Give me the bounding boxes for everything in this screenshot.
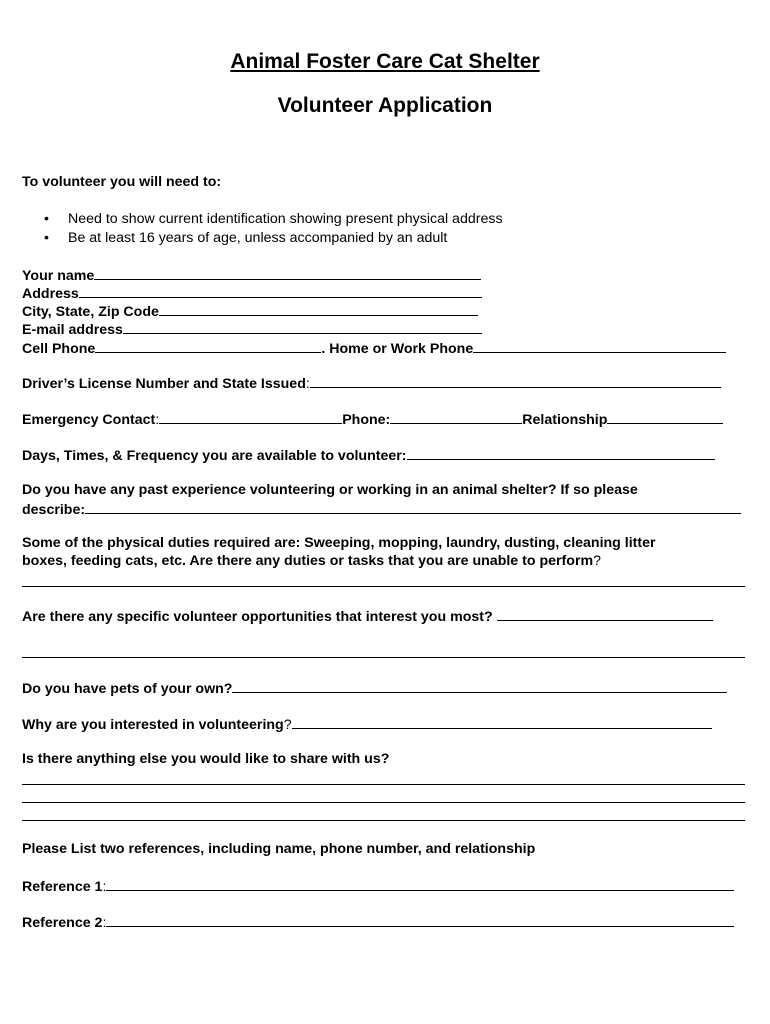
duties-answer-line[interactable]	[22, 586, 745, 587]
relationship-label: Relationship	[522, 412, 608, 428]
anything-else-answer-line[interactable]	[22, 820, 745, 821]
phone-label: Phone:	[342, 412, 391, 428]
experience-label: describe:	[22, 502, 86, 518]
duties-label: boxes, feeding cats, etc. Are there any duties or tasks that you are unable to perform	[22, 553, 594, 569]
duties-question-line2	[22, 552, 601, 570]
emergency-contact-label: Emergency Contact	[22, 412, 156, 428]
email-row	[22, 319, 482, 339]
reference-2-row	[22, 912, 734, 932]
why-row	[22, 714, 712, 734]
colon: :	[155, 412, 160, 428]
availability-field[interactable]	[407, 445, 715, 460]
anything-else-answer-line[interactable]	[22, 784, 745, 785]
phone-field[interactable]	[390, 409, 522, 424]
emergency-contact-field[interactable]	[159, 409, 342, 424]
relationship-field[interactable]	[607, 409, 723, 424]
why-field[interactable]	[292, 714, 712, 729]
opportunities-field[interactable]	[497, 606, 713, 621]
city-state-zip-label: City, State, Zip Code	[22, 304, 159, 320]
references-heading: Please List two references, including name, phone number, and relationship	[22, 841, 536, 857]
reference-2-label: Reference 2	[22, 915, 103, 931]
anything-else-question: Is there anything else you would like to share with us?	[22, 751, 390, 767]
availability-label: Days, Times, & Frequency you are available to volunteer:	[22, 448, 407, 464]
why-label: Why are you interested in volunteering	[22, 717, 284, 733]
cell-phone-label: Cell Phone	[22, 341, 96, 357]
phone-row	[22, 338, 726, 358]
reference-2-field[interactable]	[106, 912, 734, 927]
question-mark: ?	[283, 717, 292, 733]
city-state-zip-row	[22, 301, 478, 321]
colon: :	[305, 376, 310, 392]
address-field[interactable]	[79, 283, 482, 298]
reference-1-field[interactable]	[106, 876, 734, 891]
your-name-field[interactable]	[94, 265, 481, 280]
colon: :	[102, 879, 107, 895]
pets-label: Do you have pets of your own?	[22, 681, 233, 697]
reference-1-label: Reference 1	[22, 879, 103, 895]
home-work-phone-field[interactable]	[473, 338, 726, 353]
your-name-row	[22, 265, 481, 285]
cell-phone-field[interactable]	[95, 338, 321, 353]
experience-question: Do you have any past experience volunteering or working in an animal shelter? If so please	[22, 482, 638, 498]
page-title: Animal Foster Care Cat Shelter	[230, 50, 540, 73]
emergency-contact-row	[22, 409, 723, 429]
experience-field[interactable]	[85, 499, 741, 514]
requirement-item: • Be at least 16 years of age, unless accompanied by an adult	[44, 229, 503, 248]
availability-row	[22, 445, 715, 465]
address-row	[22, 283, 482, 303]
experience-row	[22, 499, 741, 519]
colon: :	[102, 915, 107, 931]
requirements-list	[44, 210, 503, 248]
duties-question-line1: Some of the physical duties required are: Sweeping, mopping, laundry, dusting, cleaning litter	[22, 535, 656, 551]
page-subtitle: Volunteer Application	[277, 94, 493, 117]
drivers-license-label: Driver’s License Number and State Issued	[22, 376, 306, 392]
pets-row	[22, 678, 727, 698]
email-label: E-mail address	[22, 322, 123, 338]
opportunities-label: Are there any specific volunteer opportunities that interest you most?	[22, 609, 493, 625]
question-mark: ?	[593, 553, 601, 569]
your-name-label: Your name	[22, 268, 95, 284]
home-work-phone-label: . Home or Work Phone	[321, 341, 474, 357]
city-state-zip-field[interactable]	[159, 301, 478, 316]
reference-1-row	[22, 876, 734, 896]
drivers-license-row	[22, 373, 721, 393]
anything-else-answer-line[interactable]	[22, 802, 745, 803]
requirement-item: • Need to show current identification showing present physical address	[44, 210, 503, 229]
requirements-heading: To volunteer you will need to:	[22, 174, 222, 190]
address-label: Address	[22, 286, 79, 302]
pets-field[interactable]	[232, 678, 727, 693]
opportunities-answer-line[interactable]	[22, 657, 745, 658]
drivers-license-field[interactable]	[310, 373, 721, 388]
opportunities-row	[22, 606, 713, 626]
email-field[interactable]	[123, 319, 482, 334]
